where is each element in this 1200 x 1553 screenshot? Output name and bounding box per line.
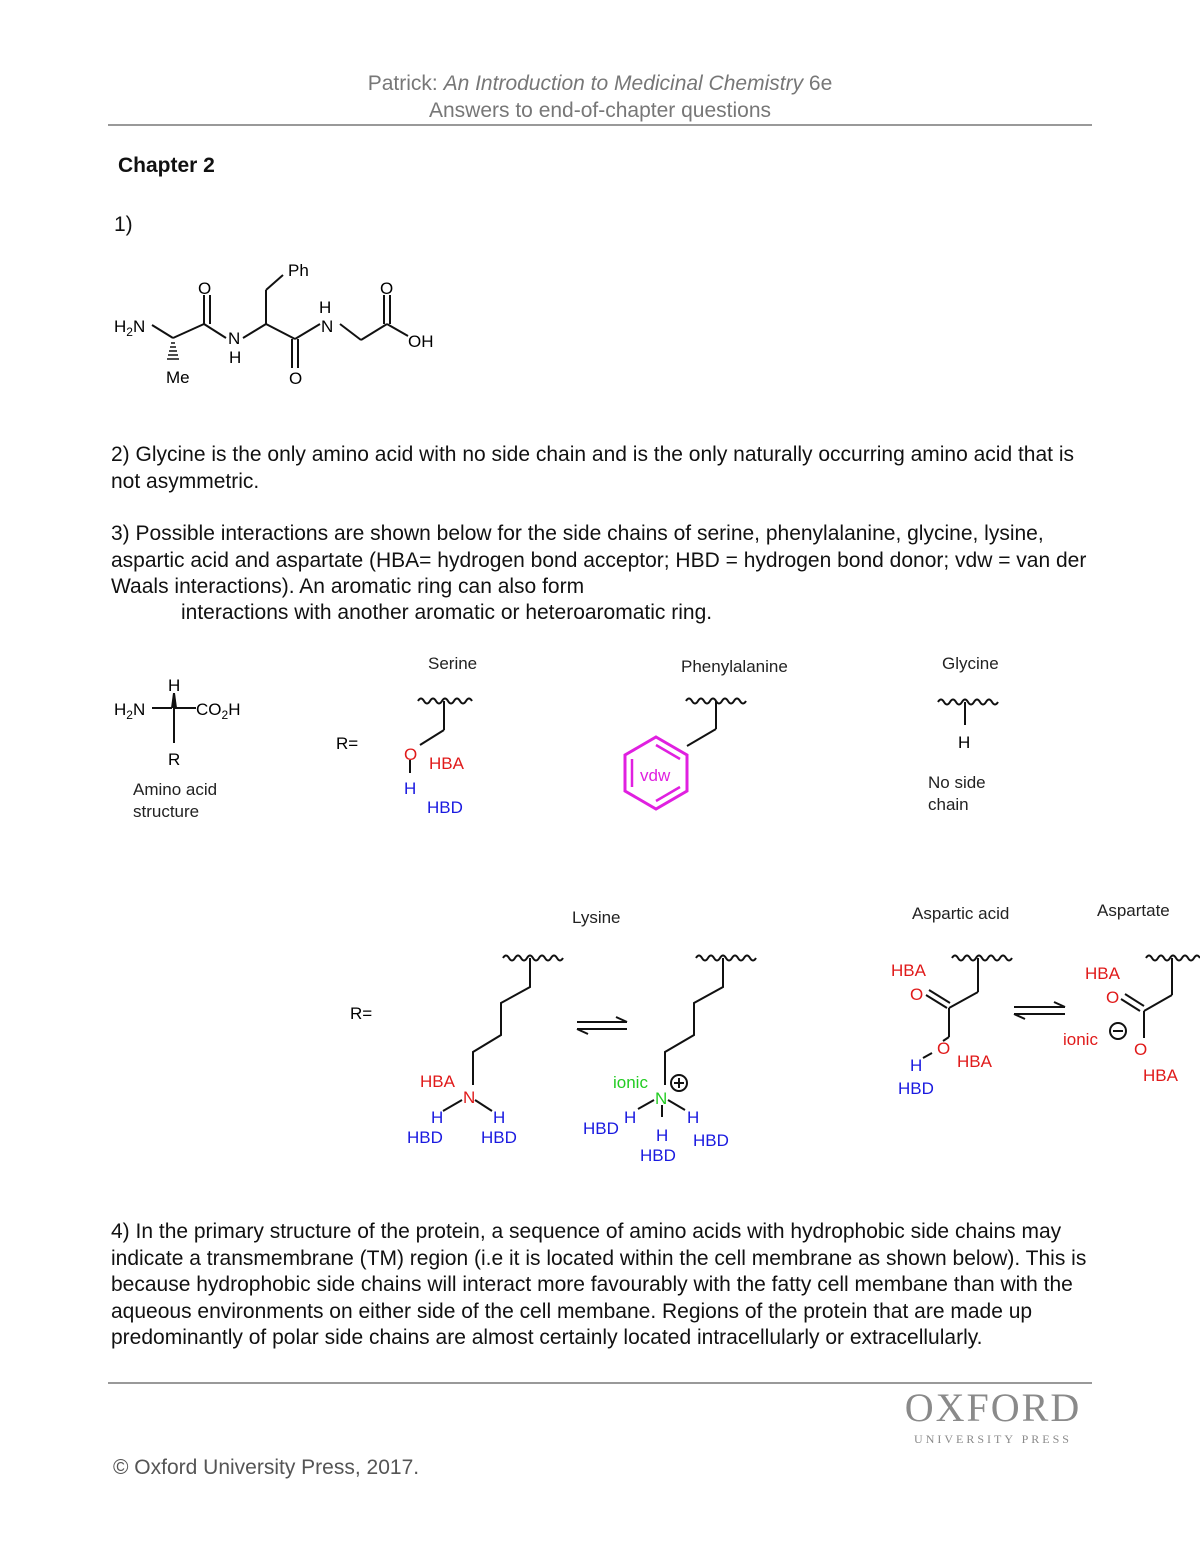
aspartate-o-2: O: [1134, 1040, 1148, 1059]
r-equals-label-2: R=: [350, 1004, 373, 1023]
amide-n-2: N: [321, 317, 334, 336]
carbonyl-o-1: O: [198, 279, 212, 298]
lysine-title: Lysine: [572, 908, 621, 927]
aa-h-label: H: [168, 676, 181, 695]
aspartic-hba-2: HBA: [957, 1052, 992, 1071]
lysine-nh3-h-right: H: [687, 1108, 700, 1127]
vdw-label: vdw: [640, 766, 671, 785]
lysine-hba-label: HBA: [420, 1072, 455, 1091]
aspartic-hba-1: HBA: [891, 961, 926, 980]
aspartate-o-1: O: [1106, 988, 1120, 1007]
serine-hba-label: HBA: [429, 754, 464, 773]
aspartic-acid-title: Aspartic acid: [912, 904, 1010, 923]
lysine-hbd-right: HBD: [481, 1128, 517, 1147]
lysine-nh3-h-bottom: H: [656, 1126, 669, 1145]
lysine-n-plus-label: N: [655, 1089, 668, 1108]
header-edition: 6e: [803, 72, 833, 95]
serine-hbd-label: HBD: [427, 798, 463, 817]
lysine-h-left: H: [431, 1108, 444, 1127]
chapter-title: Chapter 2: [118, 154, 215, 177]
lysine-hbd-2: HBD: [693, 1131, 729, 1150]
aa-r-label: R: [168, 750, 181, 769]
glycine-h-label: H: [958, 733, 971, 752]
footer-divider: [108, 1382, 1092, 1384]
question-3-text-cont: interactions with another aromatic or heteroaromatic ring.: [181, 601, 713, 624]
lysine-hbd-1: HBD: [583, 1119, 619, 1138]
page-header-title: [0, 72, 1200, 96]
side-chain-figure-bottom: [340, 895, 1200, 1175]
glycine-note-line1: No side: [928, 773, 986, 792]
phenylalanine-title: Phenylalanine: [681, 657, 788, 676]
header-book-title: An Introduction to Medicinal Chemistry: [443, 72, 804, 95]
header-divider: [108, 124, 1092, 126]
aspartate-title: Aspartate: [1097, 901, 1170, 920]
aspartic-wavy-bond: [952, 956, 1012, 961]
glycine-title: Glycine: [942, 654, 999, 673]
aa-caption-line1: Amino acid: [133, 780, 218, 799]
h2n-label: $H_2N$: [114, 317, 146, 339]
oxford-logo-sub: UNIVERSITY PRESS: [914, 1432, 1072, 1446]
aa-caption-line2: structure: [133, 802, 200, 821]
serine-h-label: H: [404, 779, 417, 798]
tripeptide-structure: [100, 250, 460, 400]
page-header-subtitle: Answers to end-of-chapter questions: [428, 99, 772, 122]
lysine-wavy-bond-1: [503, 956, 563, 961]
lysine-wavy-bond-2: [696, 956, 756, 961]
amide-h-2: H: [319, 298, 332, 317]
question-4-text: 4) In the primary structure of the protein, a sequence of amino acids with hydrophobic side chains may indicate a transmembrane (TM) region (i.e it is located within the cell membrane as shown below). This is because hydrophobic side chains will interact more favourably with the fatty cell membane than with the aqueous environments on either side of the cell membane. Regions of the protein that are made up predominantly of polar side chains are almost certainly located intracellularly or extracellularly.: [111, 1220, 1087, 1349]
aspartate-hba-1: HBA: [1085, 964, 1120, 983]
oxford-logo-main: OXFORD: [904, 1385, 1082, 1430]
glycine-wavy-bond: [938, 700, 998, 705]
serine-o-label: O: [404, 745, 418, 764]
carbonyl-o-2: O: [289, 369, 303, 388]
aspartate-ionic-label: ionic: [1063, 1030, 1098, 1049]
lysine-h-right: H: [493, 1108, 506, 1127]
aspartic-h-label: H: [910, 1056, 923, 1075]
header-author: Patrick:: [367, 72, 444, 95]
question-1-number: 1): [114, 213, 133, 236]
lysine-hbd-left: HBD: [407, 1128, 443, 1147]
question-2-text: 2) Glycine is the only amino acid with no side chain and is the only naturally occurring amino acid that is not asymmetric.: [111, 443, 1074, 493]
lysine-hbd-3: HBD: [640, 1146, 676, 1165]
methyl-label: Me: [166, 368, 190, 387]
amide-n-1: N: [228, 329, 241, 348]
aspartic-o-carbonyl: O: [910, 985, 924, 1004]
glycine-note-line2: chain: [928, 795, 969, 814]
r-equals-label-1: R=: [336, 734, 359, 753]
phenyl-label: Ph: [288, 261, 309, 280]
copyright-notice: © Oxford University Press, 2017.: [113, 1456, 420, 1479]
aspartic-hbd-label: HBD: [898, 1079, 934, 1098]
side-chain-figure-top: [100, 645, 1100, 845]
lysine-n-label: N: [463, 1088, 476, 1107]
lysine-ionic-label: ionic: [613, 1073, 648, 1092]
aa-co2h-label: $CO_2H$: [196, 700, 241, 722]
serine-title: Serine: [428, 654, 478, 673]
question-3-text: 3) Possible interactions are shown below for the side chains of serine, phenylalanine, glycine, lysine, aspartic acid and aspartate (HBA= hydrogen bond acceptor; HBD = hydrogen bond donor; vdw = van der Waals interactions). An aromatic ring can also form: [111, 522, 1087, 598]
carbonyl-o-3: O: [380, 279, 394, 298]
lysine-nh3-h-left: H: [624, 1108, 637, 1127]
aspartate-hba-2: HBA: [1143, 1066, 1178, 1085]
aspartic-o-hydroxyl: O: [937, 1039, 951, 1058]
amide-h-1: H: [229, 348, 242, 367]
aa-h2n-label: $H_2N$: [114, 700, 146, 722]
oxford-logo: [900, 1385, 1086, 1447]
hydroxyl-label: OH: [408, 332, 434, 351]
